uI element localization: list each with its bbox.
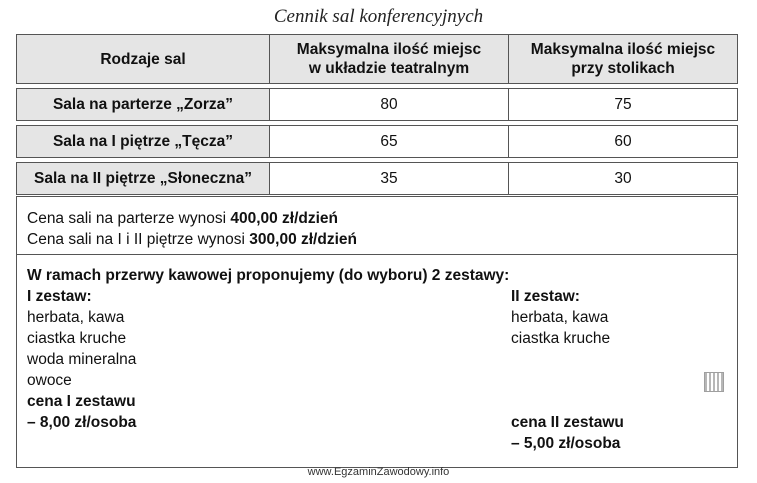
room-name: Sala na II piętrze „Słoneczna” bbox=[17, 163, 270, 195]
price-value: 400,00 zł/dzień bbox=[230, 210, 339, 227]
list-item: ciastka kruche bbox=[511, 330, 611, 347]
list-item: ciastka kruche bbox=[27, 330, 127, 347]
coffee-heading: W ramach przerwy kawowej proponujemy (do wyboru) 2 zestawy: bbox=[27, 267, 510, 284]
header-theatre-capacity: Maksymalna ilość miejsc w układzie teatralnym bbox=[270, 35, 509, 84]
list-item: woda mineralna bbox=[27, 351, 137, 368]
table-row bbox=[17, 89, 738, 121]
list-item: herbata, kawa bbox=[27, 309, 125, 326]
list-item: owoce bbox=[27, 372, 72, 389]
spacer bbox=[511, 349, 624, 412]
set2-price-value: – 5,00 zł/osoba bbox=[511, 435, 621, 452]
theatre-capacity: 80 bbox=[270, 89, 509, 121]
set2-title: II zestaw: bbox=[511, 288, 580, 305]
rooms-table bbox=[16, 34, 738, 195]
table-header-row bbox=[17, 35, 738, 84]
table-row bbox=[17, 163, 738, 195]
header-room-type: Rodzaje sal bbox=[17, 35, 270, 84]
coffee-break-box bbox=[16, 254, 738, 468]
set2-price-label: cena II zestawu bbox=[511, 414, 624, 431]
table-capacity: 30 bbox=[509, 163, 738, 195]
footer-watermark: www.EgzaminZawodowy.info bbox=[307, 466, 450, 478]
price-value: 300,00 zł/dzień bbox=[249, 231, 357, 248]
set1-price-value: – 8,00 zł/osoba bbox=[27, 414, 137, 431]
table-capacity: 75 bbox=[509, 89, 738, 121]
room-name: Sala na I piętrze „Tęcza” bbox=[17, 126, 270, 158]
price-line-upper-floors: Cena sali na I i II piętrze wynosi 300,00 zł/dzień bbox=[27, 231, 357, 248]
qr-code-icon bbox=[704, 372, 724, 392]
header-table-capacity: Maksymalna ilość miejsc przy stolikach bbox=[509, 35, 738, 84]
theatre-capacity: 35 bbox=[270, 163, 509, 195]
set1-title: I zestaw: bbox=[27, 288, 92, 305]
page-title: Cennik sal konferencyjnych bbox=[273, 6, 484, 27]
theatre-capacity: 65 bbox=[270, 126, 509, 158]
list-item: herbata, kawa bbox=[511, 309, 609, 326]
set1-price-label: cena I zestawu bbox=[27, 393, 136, 410]
table-row bbox=[17, 126, 738, 158]
price-line-ground-floor: Cena sali na parterze wynosi 400,00 zł/dzień bbox=[27, 210, 339, 227]
table-capacity: 60 bbox=[509, 126, 738, 158]
room-prices-box bbox=[16, 196, 738, 255]
room-name: Sala na parterze „Zorza” bbox=[17, 89, 270, 121]
